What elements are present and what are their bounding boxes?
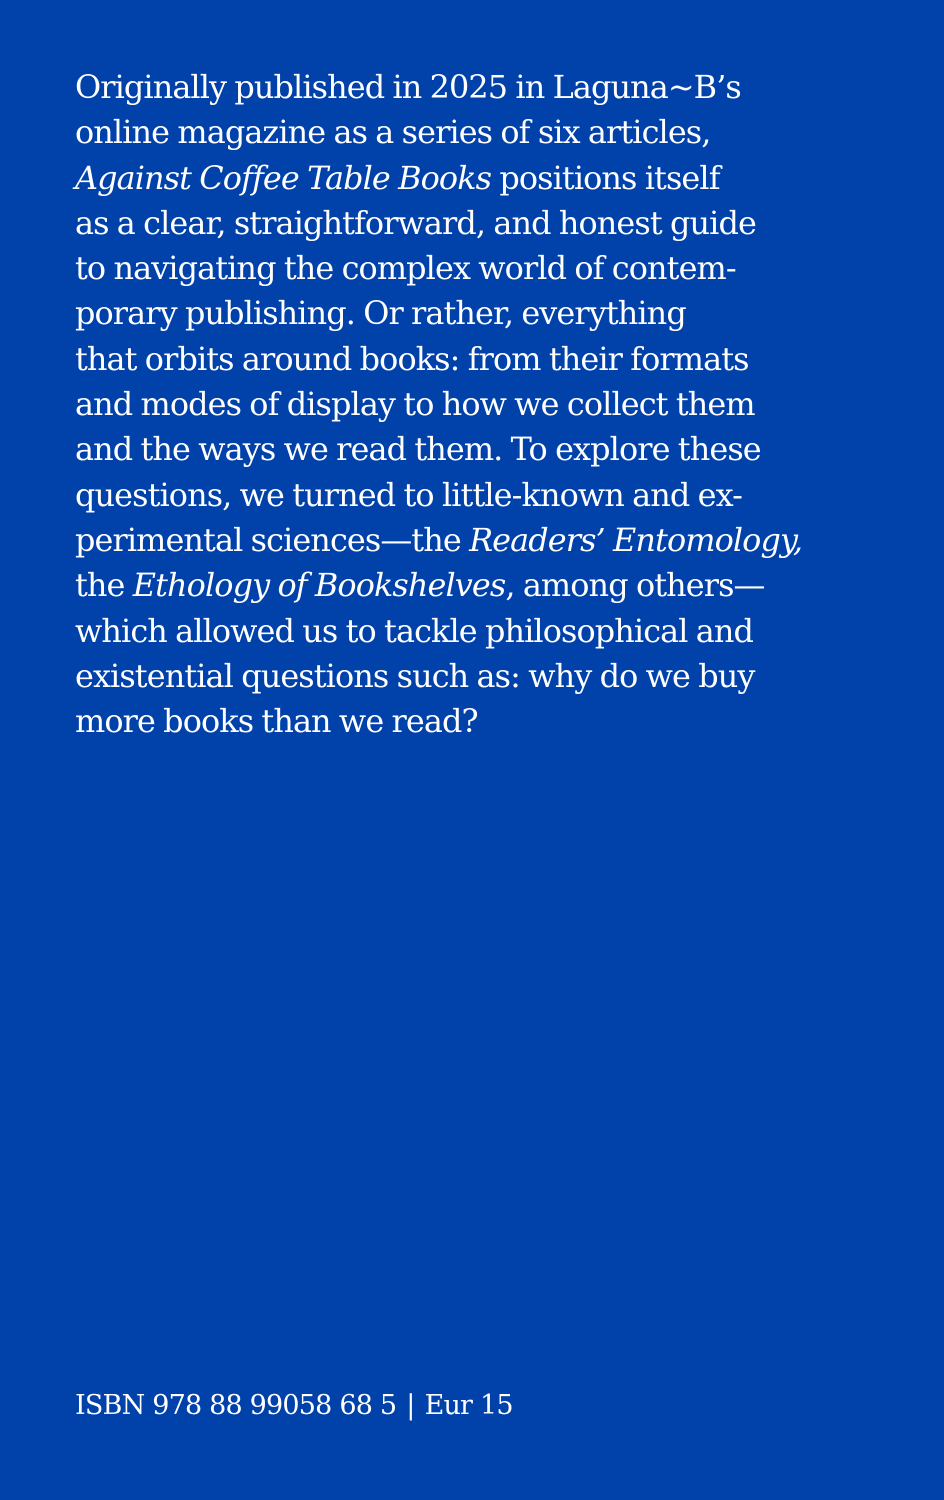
- blurb-italic-title: Against Coffee Table Books: [75, 158, 492, 197]
- blurb-italic-title: Ethology of Bookshelves: [132, 566, 506, 605]
- isbn: ISBN 978 88 99058 68 5: [75, 1390, 397, 1421]
- blurb-segment: , among others—: [505, 566, 765, 605]
- blurb-line: [75, 201, 872, 246]
- blurb-segment: as a clear, straightforward, and honest guide: [75, 203, 756, 242]
- footer: [75, 1388, 513, 1424]
- blurb-line: [75, 291, 872, 336]
- blurb-italic-title: Readers’ Entomology,: [469, 520, 803, 559]
- blurb-line: [75, 654, 872, 699]
- blurb-line: [75, 563, 872, 608]
- blurb-segment: to navigating the complex world of contem-: [75, 249, 736, 288]
- blurb-segment: questions, we turned to little-known and ex-: [75, 475, 743, 514]
- blurb-line: [75, 473, 872, 518]
- blurb-line: [75, 110, 872, 155]
- blurb-segment: existential questions such as: why do we buy: [75, 656, 755, 695]
- blurb-line: [75, 382, 872, 427]
- blurb-segment: and the ways we read them. To explore these: [75, 430, 761, 469]
- blurb-segment: more books than we read?: [75, 702, 478, 741]
- blurb-segment: Originally published in 2025 in Laguna~B’s: [75, 68, 741, 106]
- blurb-segment: online magazine as a series of six articles,: [75, 113, 711, 152]
- blurb-line: [75, 156, 872, 201]
- blurb-line: [75, 609, 872, 654]
- blurb-segment: porary publishing. Or rather, everything: [75, 294, 686, 333]
- blurb-line: [75, 518, 872, 563]
- separator: |: [406, 1390, 415, 1421]
- blurb-line: [75, 65, 872, 110]
- price: Eur 15: [424, 1390, 513, 1421]
- blurb-segment: and modes of display to how we collect them: [75, 385, 755, 424]
- blurb-segment: positions itself: [491, 158, 720, 197]
- blurb-segment: the: [75, 566, 133, 605]
- blurb-line: [75, 699, 872, 744]
- blurb-segment: perimental sciences—the: [75, 520, 470, 559]
- blurb-segment: that orbits around books: from their formats: [75, 339, 749, 378]
- blurb-segment: which allowed us to tackle philosophical and: [75, 611, 754, 650]
- blurb-line: [75, 246, 872, 291]
- blurb-text: [75, 65, 875, 744]
- blurb-line: [75, 337, 872, 382]
- blurb-line: [75, 427, 872, 472]
